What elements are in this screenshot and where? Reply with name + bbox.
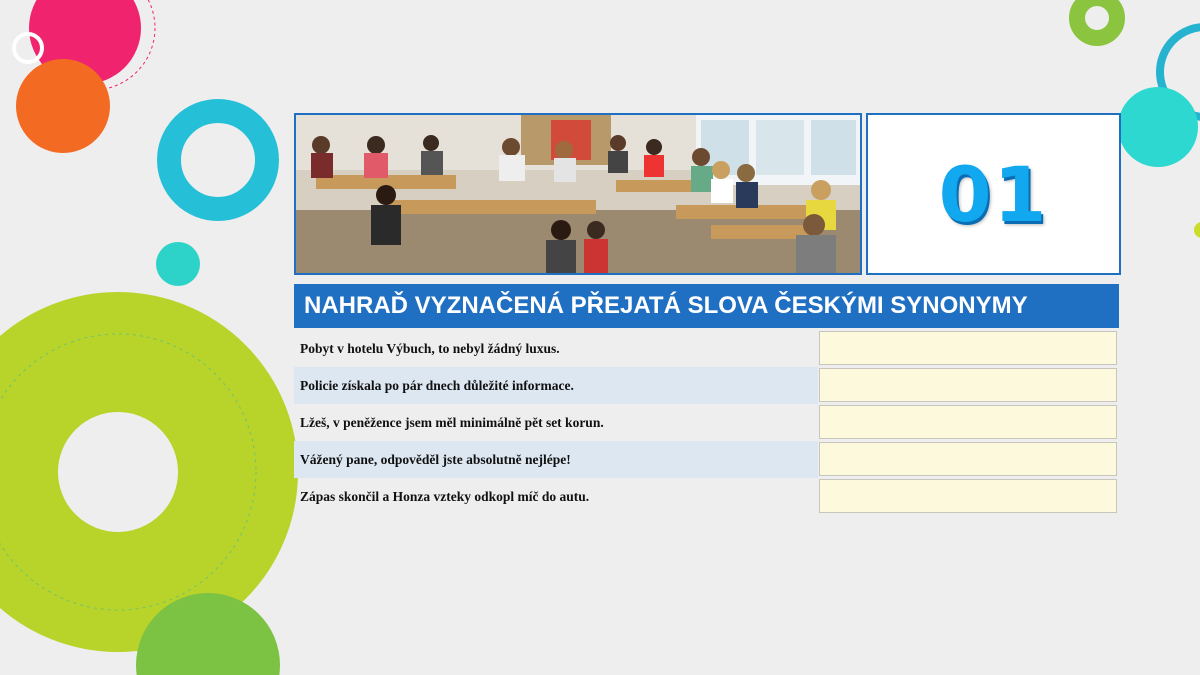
pink-circle bbox=[29, 0, 141, 84]
table-row bbox=[294, 330, 1119, 367]
answer-field[interactable] bbox=[819, 479, 1117, 513]
table-row bbox=[294, 478, 1119, 515]
lime-dot-right bbox=[1194, 222, 1200, 238]
sentence-text: Lžeš, v peněžence jsem měl minimálně pět set korun. bbox=[300, 414, 604, 430]
teal-ring bbox=[169, 111, 267, 209]
answer-field[interactable] bbox=[819, 405, 1117, 439]
teal-circle-right bbox=[1118, 87, 1198, 167]
exercise-number: 01 bbox=[938, 149, 1049, 239]
teal-dot bbox=[156, 242, 200, 286]
exercise-number-box bbox=[866, 113, 1121, 275]
exercise-title: NAHRAĎ VYZNAČENÁ PŘEJATÁ SLOVA ČESKÝMI SYNONYMY bbox=[294, 284, 1119, 328]
table-row bbox=[294, 367, 1119, 404]
exercise-table bbox=[294, 330, 1119, 515]
sentence-text: Zápas skončil a Honza vzteky odkopl míč do autu. bbox=[300, 488, 590, 504]
table-row bbox=[294, 404, 1119, 441]
lime-ring bbox=[0, 352, 238, 592]
lime-dashed-ring bbox=[0, 334, 256, 610]
answer-field[interactable] bbox=[819, 368, 1117, 402]
answer-field[interactable] bbox=[819, 331, 1117, 365]
classroom-photo-image bbox=[296, 115, 860, 273]
orange-circle bbox=[16, 59, 110, 153]
sentence-text: Pobyt v hotelu Výbuch, to nebyl žádný luxus. bbox=[300, 340, 560, 356]
green-circle-bottom bbox=[136, 593, 280, 675]
teal-ring-right bbox=[1160, 27, 1200, 117]
white-ring bbox=[14, 34, 42, 62]
sentence-text: Vážený pane, odpověděl jste absolutně nejlépe! bbox=[294, 441, 818, 478]
table-row bbox=[294, 441, 1119, 478]
green-ring-top bbox=[1077, 0, 1117, 38]
answer-field[interactable] bbox=[819, 442, 1117, 476]
dashed-ring bbox=[31, 0, 155, 90]
classroom-photo bbox=[294, 113, 862, 275]
sentence-text: Policie získala po pár dnech důležité informace. bbox=[294, 367, 818, 404]
